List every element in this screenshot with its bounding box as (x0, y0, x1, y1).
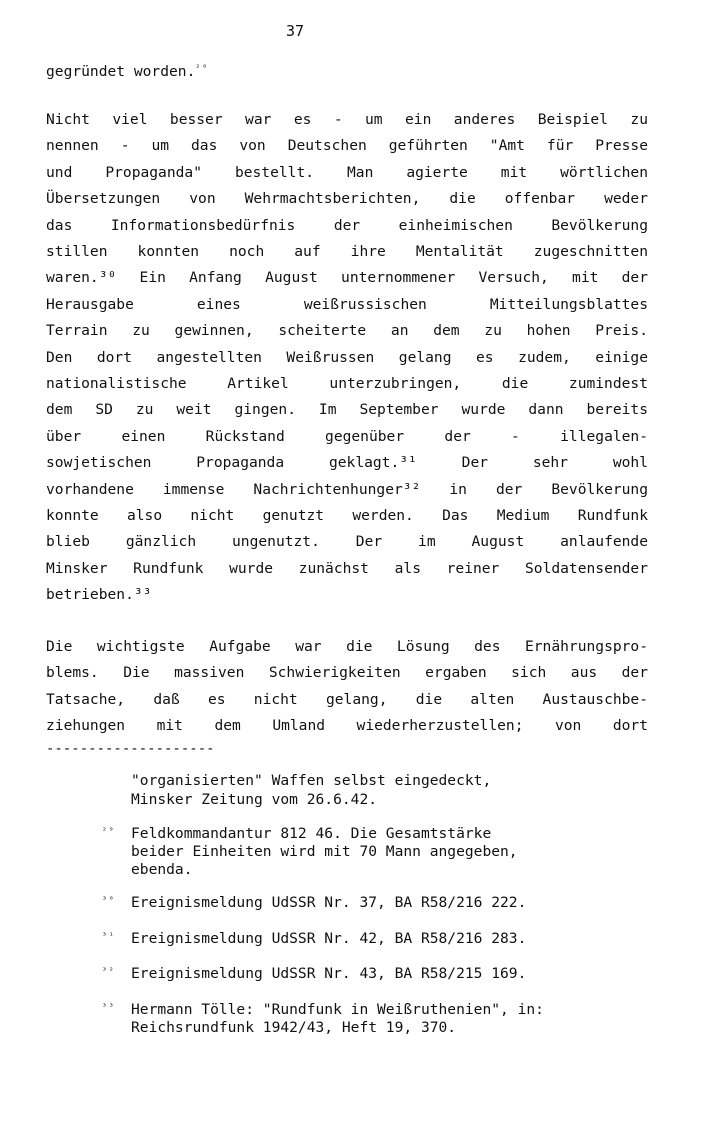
footnote-line: beider Einheiten wird mit 70 Mann angegeben, (131, 843, 518, 860)
text-line: Übersetzungen von Wehrmachtsberichten, die offenbar weder (46, 190, 648, 208)
footnote-line: Reichsrundfunk 1942/43, Heft 19, 370. (131, 1019, 457, 1036)
footnote-mark: ³⁰ (102, 895, 116, 904)
text-line: das Informationsbedürfnis der einheimischen Bevölkerung (46, 216, 648, 234)
text-line: Die wichtigste Aufgabe war die Lösung des Ernährungspro- (46, 638, 648, 655)
text-line: dem SD zu weit gingen. Im September wurde dann bereits (46, 401, 648, 419)
text-line: Den dort angestellten Weißrussen gelang es zudem, einige (46, 348, 648, 366)
text-line: konnte also nicht genutzt werden. Das Medium Rundfunk (46, 507, 648, 524)
footnote-line: Ereignismeldung UdSSR Nr. 37, BA R58/216 222. (131, 894, 527, 911)
text-line: stillen konnten noch auf ihre Mentalität zugeschnitten (46, 243, 648, 260)
footnote-mark: ³² (102, 966, 116, 975)
text-line: sowjetischen Propaganda geklagt.³¹ Der sehr wohl (46, 454, 648, 472)
text-line: Tatsache, daß es nicht gelang, die alten Austauschbe- (46, 690, 648, 708)
page-number: 37 (286, 22, 305, 40)
text-line: Herausgabe eines weißrussischen Mitteilungsblattes (46, 295, 648, 313)
text-line: gegründet worden.$^{^{28}}$ (46, 63, 210, 80)
footnote-line: Hermann Tölle: "Rundfunk in Weißruthenien", in: (131, 1001, 544, 1018)
text-line: und Propaganda" bestellt. Man agierte mit wörtlichen (46, 163, 648, 181)
text-line: blems. Die massiven Schwierigkeiten ergaben sich aus der (46, 664, 648, 682)
footnote-mark: ²⁹ (102, 826, 116, 835)
footnote-line: Ereignismeldung UdSSR Nr. 43, BA R58/215 169. (131, 965, 527, 982)
footnote-line: ebenda. (131, 861, 193, 878)
footnote-separator: -------------------- (46, 741, 215, 757)
footnote-line: Ereignismeldung UdSSR Nr. 42, BA R58/216 283. (131, 930, 527, 947)
footnote-line: Minsker Zeitung vom 26.6.42. (131, 791, 378, 808)
footnote-line: Feldkommandantur 812 46. Die Gesamtstärke (131, 825, 492, 842)
footnote-ref: ²⁸ (195, 63, 210, 72)
text-line: nennen - um das von Deutschen geführten "Amt für Presse (46, 137, 648, 155)
text-line: nationalistische Artikel unterzubringen, die zumindest (46, 375, 648, 392)
footnote-line: "organisierten" Waffen selbst eingedeckt, (131, 772, 492, 789)
text-line: Nicht viel besser war es - um ein anderes Beispiel zu (46, 111, 648, 128)
text-line: Minsker Rundfunk wurde zunächst als reiner Soldatensender (46, 559, 648, 577)
footnote-mark: ³¹ (102, 931, 116, 940)
text-line: waren.³⁰ Ein Anfang August unternommener Versuch, mit der (46, 269, 648, 287)
text-line: blieb gänzlich ungenutzt. Der im August anlaufende (46, 533, 648, 551)
text-line: über einen Rückstand gegenüber der - illegalen- (46, 427, 648, 445)
text-line: Terrain zu gewinnen, scheiterte an dem zu hohen Preis. (46, 322, 648, 340)
text-line: vorhandene immense Nachrichtenhunger³² in der Bevölkerung (46, 480, 648, 498)
footnote-mark: ³³ (102, 1002, 116, 1011)
text-line: betrieben.³³ (46, 586, 152, 604)
text-line: ziehungen mit dem Umland wiederherzustellen; von dort (46, 717, 648, 735)
